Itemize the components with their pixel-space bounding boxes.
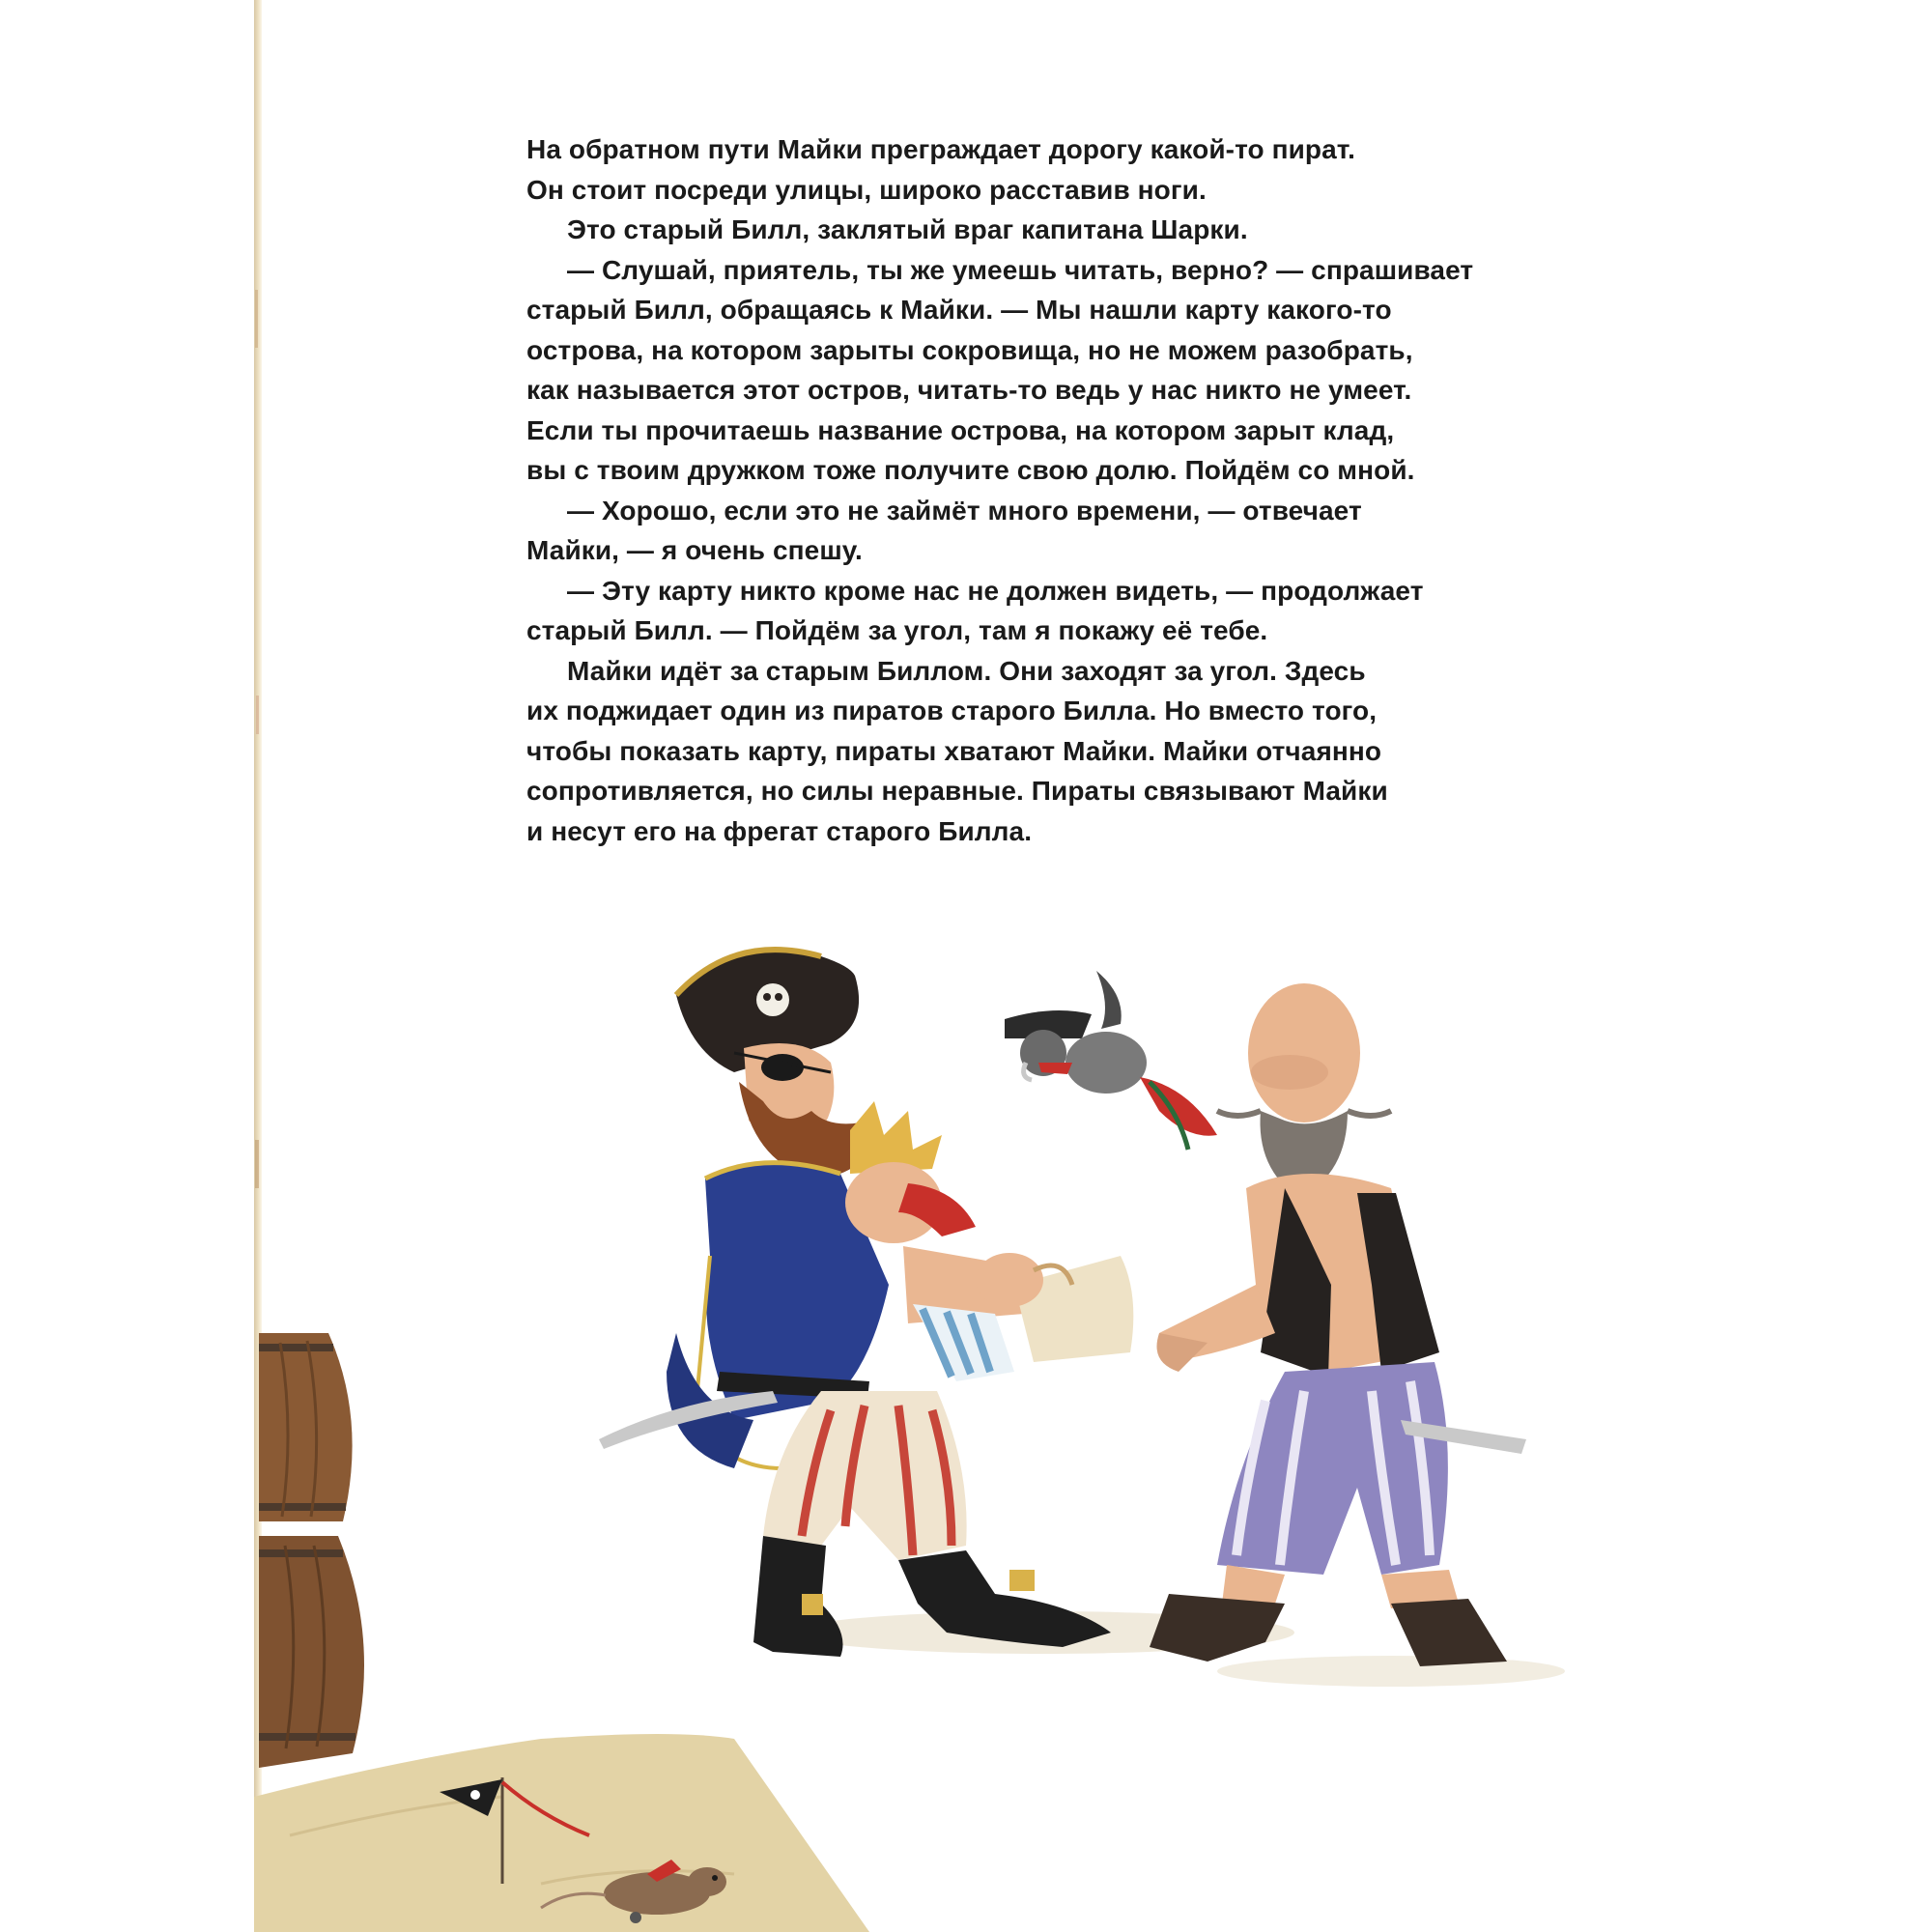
story-line: вы с твоим дружком тоже получите свою долю. Пойдём со мной. — [526, 455, 1415, 485]
story-line: Майки идёт за старым Биллом. Они заходят за угол. Здесь — [567, 655, 1366, 686]
story-line: чтобы показать карту, пираты хватают Майки. Майки отчаянно — [526, 735, 1382, 766]
story-text — [526, 129, 1570, 851]
story-line: и несут его на фрегат старого Билла. — [526, 815, 1033, 846]
story-line: старый Билл, обращаясь к Майки. — Мы нашли карту какого-то — [526, 295, 1392, 325]
story-line: Майки, — я очень спешу. — [526, 535, 863, 565]
story-line: — Эту карту никто кроме нас не должен видеть, — продолжает — [567, 575, 1424, 606]
pirates-illustration — [254, 908, 1655, 1932]
story-line: старый Билл. — Пойдём за угол, там я покажу её тебе. — [526, 615, 1268, 645]
story-line: — Слушай, приятель, ты же умеешь читать, верно? — спрашивает — [567, 254, 1474, 285]
story-line: — Хорошо, если это не займёт много времени, — отвечает — [567, 495, 1362, 526]
story-line: сопротивляется, но силы неравные. Пираты связывают Майки — [526, 776, 1388, 806]
story-line: На обратном пути Майки преграждает дорогу какой-то пират. — [526, 134, 1356, 164]
parrot — [1005, 971, 1217, 1150]
story-line: острова, на котором зарыты сокровища, но не можем разобрать, — [526, 334, 1413, 365]
story-line: их поджидает один из пиратов старого Билла. Но вместо того, — [526, 696, 1378, 725]
barrels — [259, 1333, 364, 1768]
story-line: как называется этот остров, читать-то ведь у нас никто не умеет. — [526, 375, 1412, 405]
sandy-ground — [254, 1734, 869, 1932]
story-line: Это старый Билл, заклятый враг капитана Шарки. — [567, 214, 1248, 244]
boy-mike — [845, 1101, 1133, 1381]
story-line: Если ты прочитаешь название острова, на котором зарыт клад, — [526, 414, 1395, 445]
story-line: Он стоит посреди улицы, широко расставив ноги. — [526, 174, 1207, 205]
bald-pirate — [1150, 983, 1526, 1666]
